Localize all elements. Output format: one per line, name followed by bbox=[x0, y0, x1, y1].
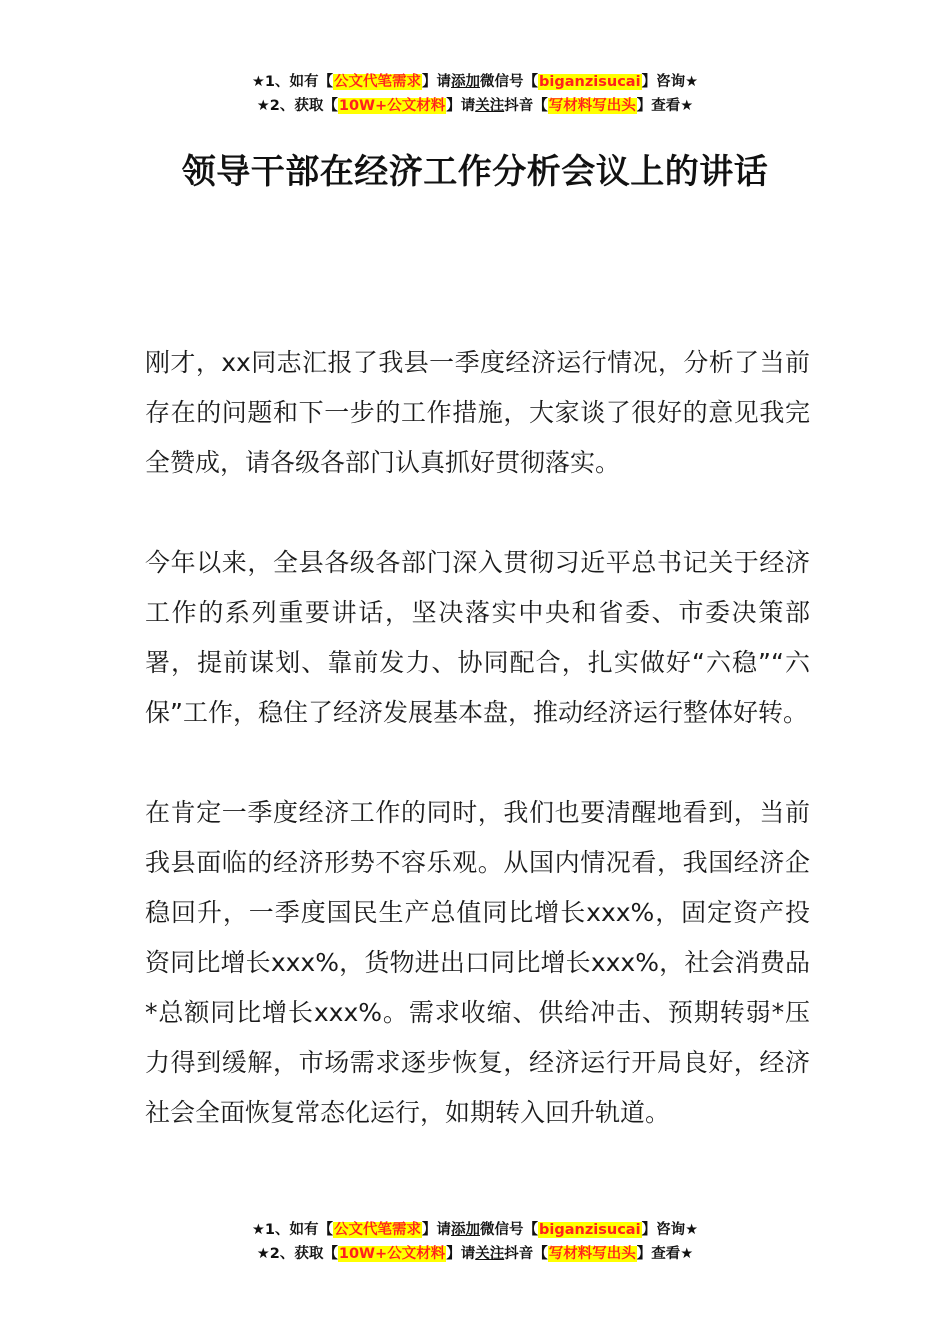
underlined-add: 添加 bbox=[451, 1222, 481, 1238]
banner-text: ★1、如有【 bbox=[251, 74, 334, 90]
header-banner bbox=[0, 70, 950, 118]
banner-text: 】请 bbox=[422, 74, 452, 90]
underlined-follow: 关注 bbox=[475, 98, 505, 114]
highlight-service: 公文代笔需求 bbox=[334, 74, 422, 90]
banner-line-2 bbox=[0, 94, 950, 118]
banner-line-1 bbox=[0, 1218, 950, 1242]
document-title: 领导干部在经济工作分析会议上的讲话 bbox=[181, 152, 769, 192]
banner-text: 抖音【 bbox=[504, 98, 548, 114]
highlight-materials: 10W+公文材料 bbox=[338, 1246, 446, 1262]
banner-text: 】咨询★ bbox=[641, 74, 699, 90]
banner-line-1 bbox=[0, 70, 950, 94]
underlined-add: 添加 bbox=[451, 74, 481, 90]
banner-text: 】请 bbox=[422, 1222, 452, 1238]
banner-text: ★2、获取【 bbox=[256, 98, 338, 114]
banner-text: 微信号【 bbox=[480, 74, 539, 90]
highlight-douyin-account: 写材料写出头 bbox=[548, 1246, 636, 1262]
banner-text: 】查看★ bbox=[636, 98, 694, 114]
paragraph-2: 今年以来，全县各级各部门深入贯彻习近平总书记关于经济工作的系列重要讲话，坚决落实中央和省委、市委决策部署，提前谋划、靠前发力、协同配合，扎实做好“六稳”“六保”工作，稳住了经济发展基本盘，推动经济运行整体好转。 bbox=[145, 548, 810, 727]
banner-text: 微信号【 bbox=[480, 1222, 539, 1238]
banner-text: 】请 bbox=[446, 1246, 476, 1262]
highlight-wechat-id: biganzisucai bbox=[539, 74, 641, 90]
paragraph-1: 刚才，xx同志汇报了我县一季度经济运行情况，分析了当前存在的问题和下一步的工作措施，大家谈了很好的意见我完全赞成，请各级各部门认真抓好贯彻落实。 bbox=[145, 348, 810, 477]
underlined-follow: 关注 bbox=[475, 1246, 505, 1262]
highlight-douyin-account: 写材料写出头 bbox=[548, 98, 636, 114]
document-body bbox=[145, 338, 810, 1188]
banner-text: ★1、如有【 bbox=[251, 1222, 334, 1238]
banner-line-2 bbox=[0, 1242, 950, 1266]
highlight-wechat-id: biganzisucai bbox=[539, 1222, 641, 1238]
footer-banner bbox=[0, 1218, 950, 1266]
banner-text: 】咨询★ bbox=[641, 1222, 699, 1238]
banner-text: 】查看★ bbox=[636, 1246, 694, 1262]
banner-text: 】请 bbox=[446, 98, 476, 114]
banner-text: ★2、获取【 bbox=[256, 1246, 338, 1262]
highlight-materials: 10W+公文材料 bbox=[338, 98, 446, 114]
banner-text: 抖音【 bbox=[504, 1246, 548, 1262]
highlight-service: 公文代笔需求 bbox=[334, 1222, 422, 1238]
paragraph-3: 在肯定一季度经济工作的同时，我们也要清醒地看到，当前我县面临的经济形势不容乐观。从国内情况看，我国经济企稳回升，一季度国民生产总值同比增长xxx%，固定资产投资同比增长xxx%，货物进出口同比增长xxx%，社会消费品*总额同比增长xxx%。需求收缩、供给冲击、预期转弱*压力得到缓解，市场需求逐步恢复，经济运行开局良好，经济社会全面恢复常态化运行，如期转入回升轨道。 bbox=[145, 798, 810, 1127]
